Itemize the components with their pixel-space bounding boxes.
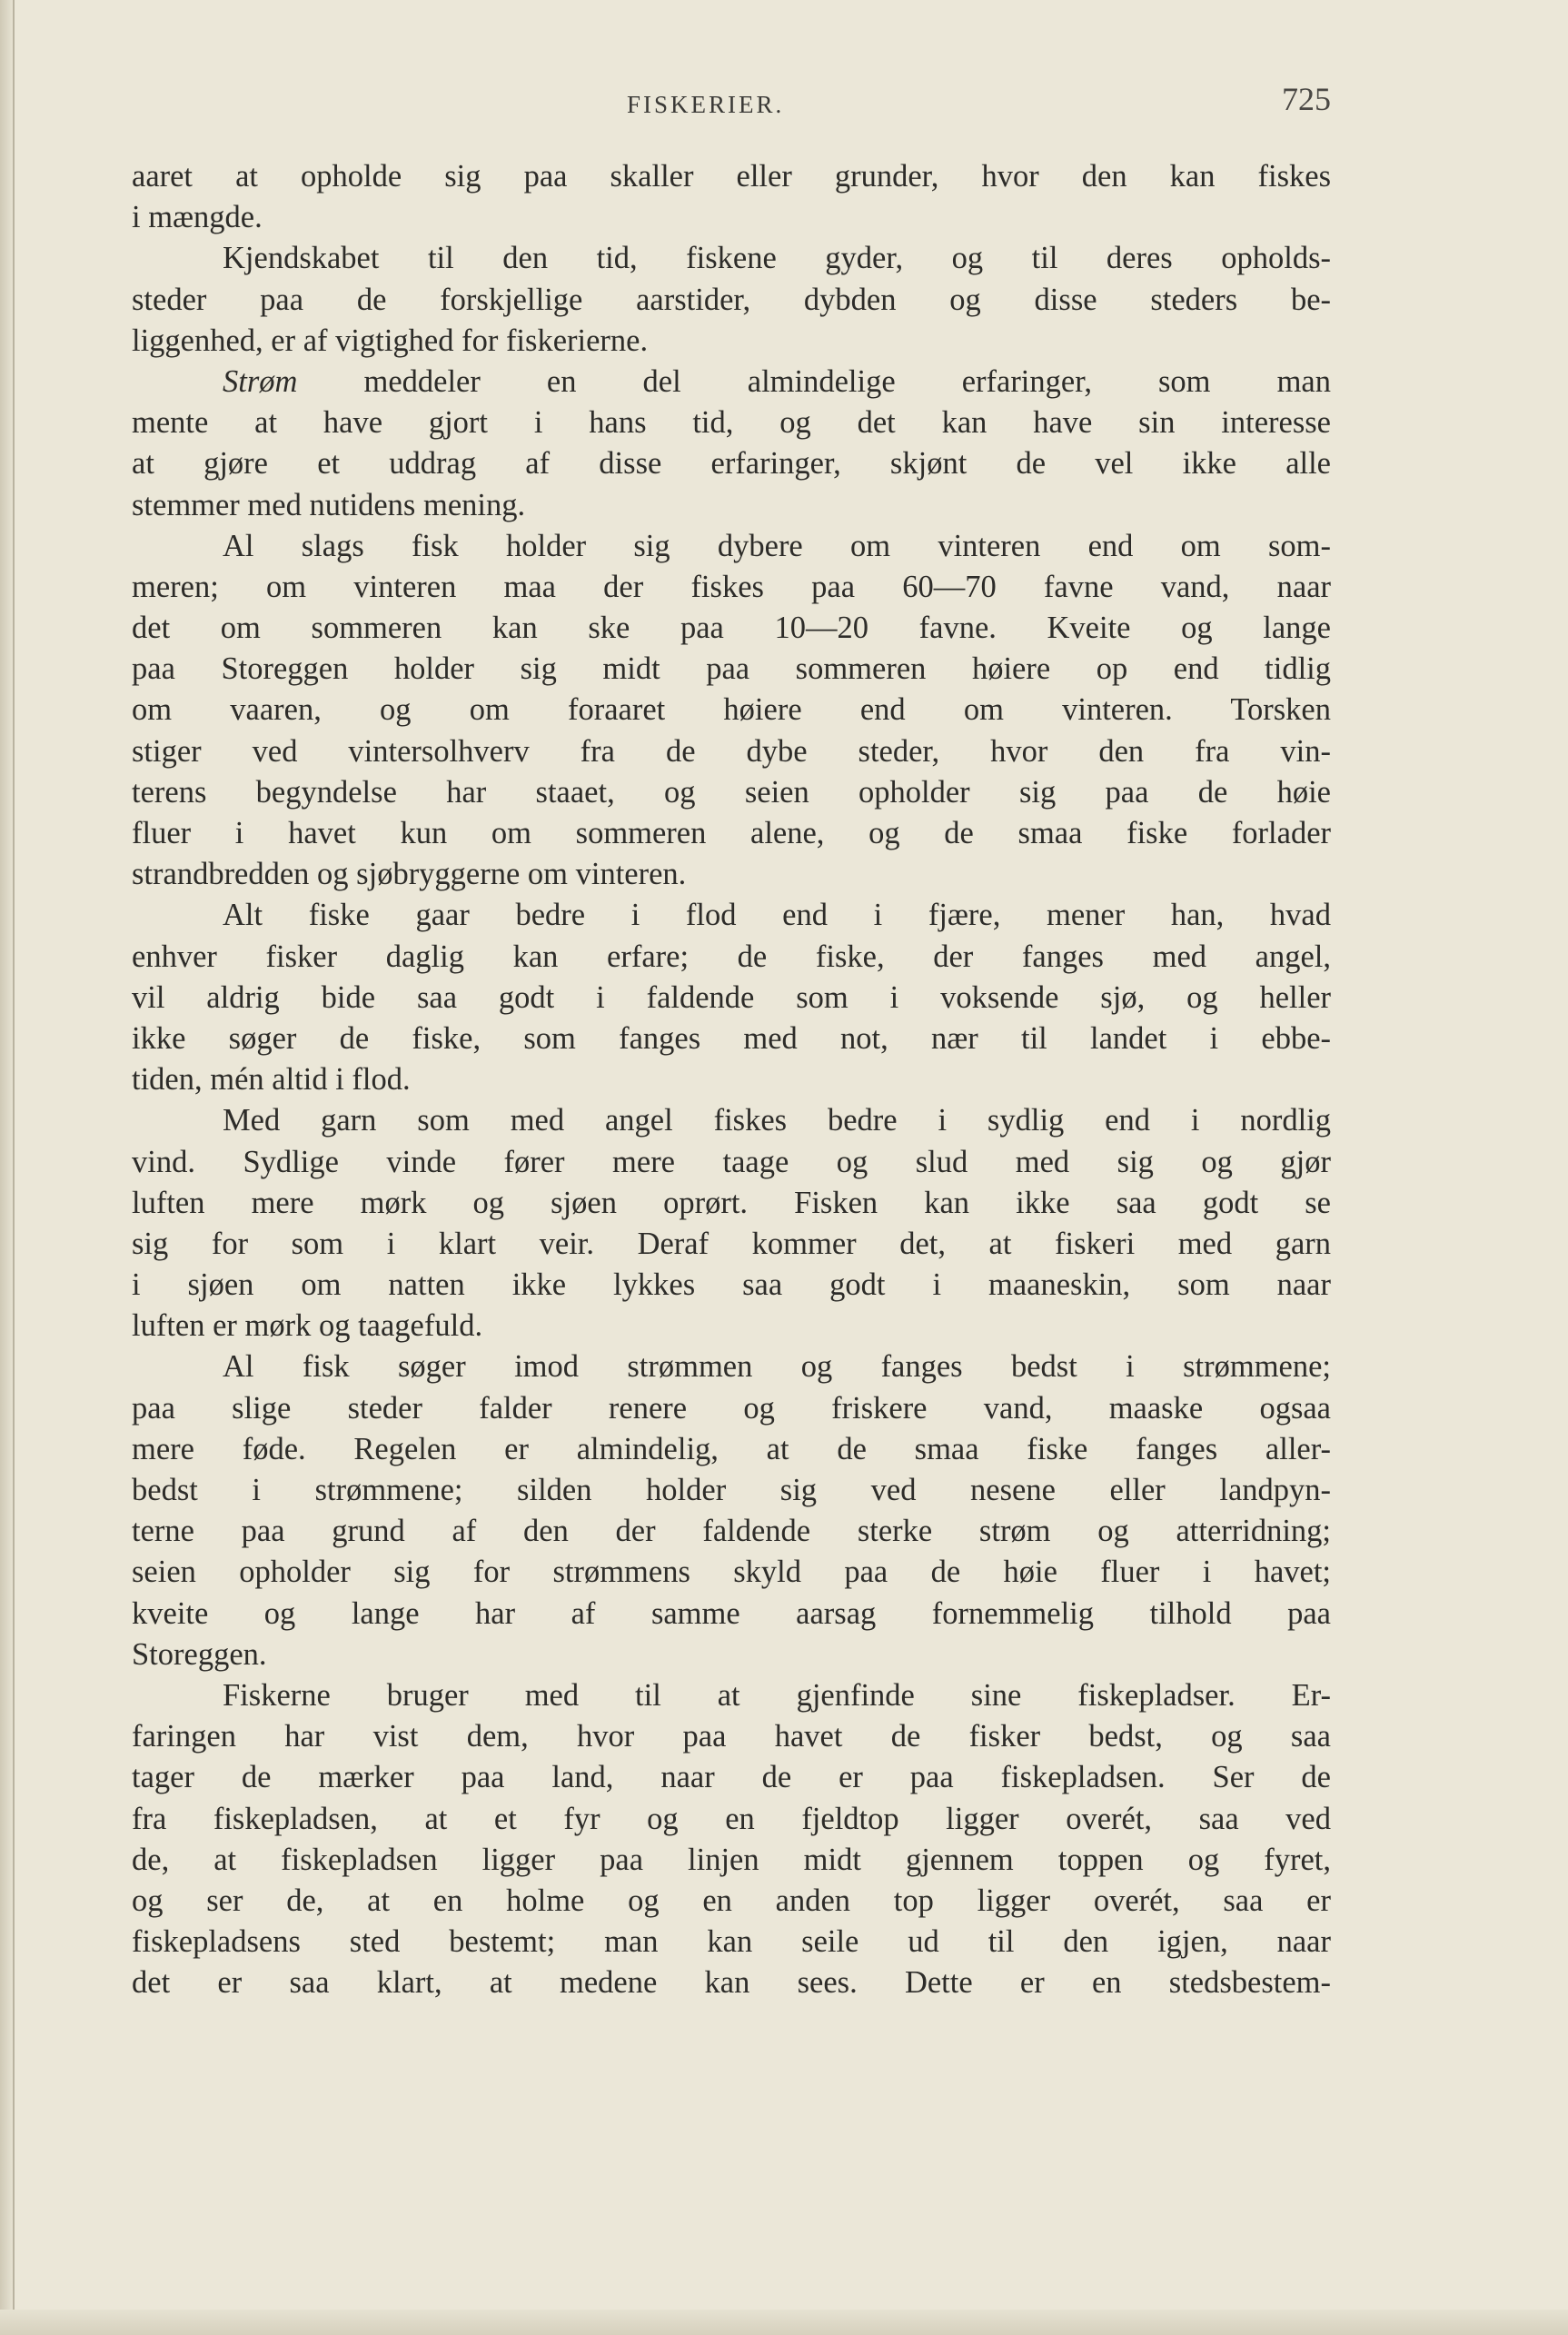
- line-text: kveite og lange har af samme aarsag fornemmelig tilhold paa: [132, 1595, 1331, 1631]
- text-line: [132, 1429, 1331, 1470]
- line-text: fluer i havet kun om sommeren alene, og de smaa fiske forlader: [132, 816, 1331, 850]
- text-line: [132, 1470, 1331, 1511]
- line-text: Al fisk søger imod strømmen og fanges bedst i strømmene;: [223, 1349, 1331, 1385]
- line-text: Fiskerne bruger med til at gjenfinde sine fiskepladser. Er-: [223, 1677, 1331, 1713]
- page-binding-edge: [0, 0, 13, 2335]
- line-text: og ser de, at en holme og en anden top ligger overét, saa er: [132, 1883, 1331, 1918]
- line-text: mere føde. Regelen er almindelig, at de smaa fiske fanges aller-: [132, 1431, 1331, 1466]
- line-text: at gjøre et uddrag af disse erfaringer, skjønt de vel ikke alle: [132, 446, 1331, 482]
- text-line: [132, 1799, 1331, 1840]
- line-text: bedst i strømmene; silden holder sig ved nesene eller landpyn-: [132, 1473, 1331, 1507]
- text-line: [132, 238, 1331, 279]
- line-text: fra fiskepladsen, at et fyr og en fjeldtop ligger overét, saa ved: [132, 1801, 1331, 1836]
- page-header: [132, 80, 1331, 125]
- line-text: tager de mærker paa land, naar de er paa fiskepladsen. Ser de: [132, 1760, 1331, 1795]
- text-line: [132, 280, 1331, 321]
- text-line: [132, 854, 1331, 895]
- line-text: vind. Sydlige vinde fører mere taage og slud med sig og gjør: [132, 1144, 1331, 1179]
- text-line: [132, 608, 1331, 649]
- text-line: [132, 567, 1331, 608]
- text-line: [132, 813, 1331, 854]
- line-text: tiden, mén altid i flod.: [132, 1062, 411, 1098]
- line-text: det om sommeren kan ske paa 10—20 favne. Kveite og lange: [132, 611, 1331, 646]
- text-line: [132, 1346, 1331, 1387]
- line-text: det er saa klart, at medene kan sees. Dette er en stedsbestem-: [132, 1965, 1331, 2001]
- running-title: FISKERIER.: [627, 91, 785, 118]
- line-text: stemmer med nutidens mening.: [132, 487, 526, 522]
- text-line: [132, 772, 1331, 813]
- text-line: [132, 1142, 1331, 1183]
- text-line: [132, 1059, 1331, 1100]
- line-text: stiger ved vintersolhverv fra de dybe steder, hvor den fra vin-: [132, 733, 1331, 769]
- text-line: [132, 1757, 1331, 1798]
- line-text: enhver fisker daglig kan erfare; de fiske, der fanges med angel,: [132, 939, 1331, 974]
- text-line: [132, 1716, 1331, 1757]
- line-text: Storeggen.: [132, 1636, 267, 1672]
- text-line: [132, 895, 1331, 936]
- line-text: mente at have gjort i hans tid, og det kan have sin interesse: [132, 405, 1331, 441]
- text-line: [132, 526, 1331, 567]
- line-text: om vaaren, og om foraaret høiere end om vinteren. Torsken: [132, 692, 1331, 728]
- line-text: paa Storeggen holder sig midt paa sommeren høiere op end tidlig: [132, 651, 1331, 687]
- page-number: 725: [1282, 81, 1331, 117]
- line-text: i sjøen om natten ikke lykkes saa godt i maaneskin, som naar: [132, 1267, 1331, 1303]
- line-text: luften mere mørk og sjøen oprørt. Fisken kan ikke saa godt se: [132, 1185, 1331, 1220]
- text-line: [132, 1881, 1331, 1922]
- text-line: [132, 1388, 1331, 1429]
- line-text: i mængde.: [132, 200, 263, 235]
- page-bottom-edge: [0, 2310, 1568, 2335]
- text-line: [132, 1634, 1331, 1675]
- line-text: Kjendskabet til den tid, fiskene gyder, og til deres opholds-: [223, 241, 1331, 276]
- line-text: liggenhed, er af vigtighed for fiskerierne.: [132, 323, 649, 358]
- line-text: terne paa grund af den der faldende sterke strøm og atterridning;: [132, 1514, 1331, 1549]
- text-line: [132, 690, 1331, 730]
- line-text: faringen har vist dem, hvor paa havet de fisker bedst, og saa: [132, 1719, 1331, 1754]
- line-text: de, at fiskepladsen ligger paa linjen midt gjennem toppen og fyret,: [132, 1842, 1331, 1877]
- text-line: [132, 197, 1331, 238]
- text-line: [132, 1018, 1331, 1059]
- text-line: [132, 1840, 1331, 1881]
- line-text: ikke søger de fiske, som fanges med not, nær til landet i ebbe-: [132, 1020, 1331, 1056]
- line-text: meren; om vinteren maa der fiskes paa 60—70 favne vand, naar: [132, 569, 1331, 604]
- text-line: [132, 156, 1331, 197]
- line-text: aaret at opholde sig paa skaller eller grunder, hvor den kan fiskes: [132, 159, 1331, 194]
- line-text: luften er mørk og taagefuld.: [132, 1308, 483, 1344]
- line-text: meddeler en del almindelige erfaringer, som man: [297, 363, 1331, 399]
- text-line: [132, 1511, 1331, 1552]
- text-line: [132, 1594, 1331, 1634]
- line-text: paa slige steder falder renere og friskere vand, maaske ogsaa: [132, 1390, 1331, 1426]
- text-line: [132, 1552, 1331, 1593]
- text-line: [132, 1306, 1331, 1346]
- line-text: Med garn som med angel fiskes bedre i sydlig end i nordlig: [223, 1103, 1331, 1138]
- text-line: [132, 649, 1331, 690]
- text-line: [132, 1265, 1331, 1306]
- line-text: strandbredden og sjøbryggerne om vinteren.: [132, 857, 687, 892]
- text-line: [132, 1922, 1331, 1962]
- text-line: [132, 443, 1331, 484]
- line-text: sig for som i klart veir. Deraf kommer det, at fiskeri med garn: [132, 1226, 1331, 1261]
- line-text: vil aldrig bide saa godt i faldende som i voksende sjø, og heller: [132, 979, 1331, 1015]
- line-text: seien opholder sig for strømmens skyld paa de høie fluer i havet;: [132, 1555, 1331, 1590]
- text-line: [132, 321, 1331, 362]
- text-line: [132, 402, 1331, 443]
- body-text: [132, 156, 1331, 2003]
- line-text: steder paa de forskjellige aarstider, dybden og disse steders be-: [132, 282, 1331, 317]
- line-text: fiskepladsens sted bestemt; man kan seile ud til den igjen, naar: [132, 1924, 1331, 1960]
- text-line: [132, 1100, 1331, 1141]
- text-line: [132, 978, 1331, 1018]
- line-text: terens begyndelse har staaet, og seien opholder sig paa de høie: [132, 774, 1331, 810]
- text-line: [132, 731, 1331, 772]
- author-name: Strøm: [223, 363, 298, 399]
- text-line: [132, 1962, 1331, 2003]
- text-line: [132, 1224, 1331, 1265]
- text-line: [132, 1675, 1331, 1716]
- text-line: [132, 1183, 1331, 1224]
- line-text: Al slags fisk holder sig dybere om vinteren end om som-: [223, 528, 1331, 563]
- text-line: [132, 485, 1331, 526]
- page-binding-line: [13, 0, 15, 2335]
- text-line: [132, 362, 1331, 402]
- text-line: [132, 937, 1331, 978]
- line-text: Alt fiske gaar bedre i flod end i fjære, mener han, hvad: [223, 898, 1331, 933]
